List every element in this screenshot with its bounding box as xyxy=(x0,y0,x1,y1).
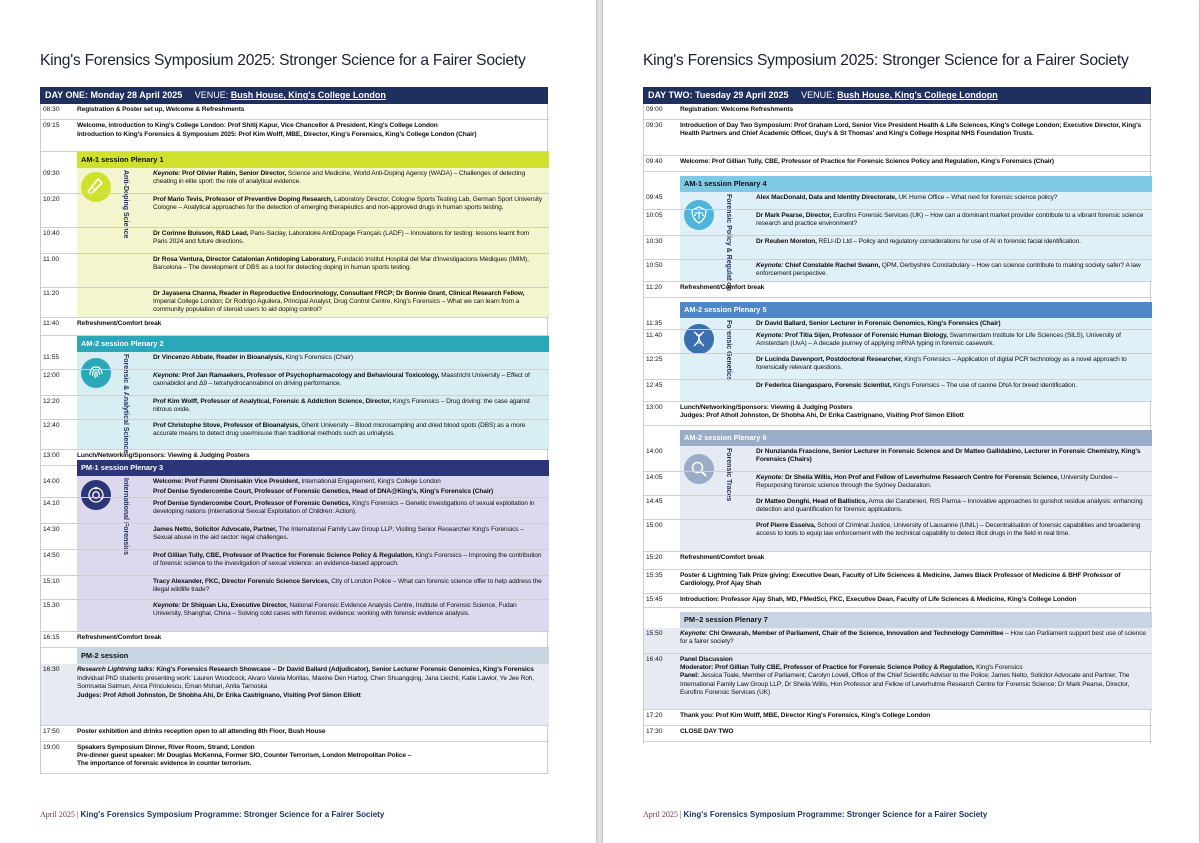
schedule-row xyxy=(41,664,549,726)
row-text xyxy=(77,744,543,769)
talk-text xyxy=(756,522,1146,538)
speaker-name: Dr Reuben Moreton, xyxy=(756,238,817,245)
keynote-label: Keynote: xyxy=(680,630,708,637)
page-footer xyxy=(643,810,987,819)
time-label: 10:50 xyxy=(646,262,663,269)
time-label: 10:20 xyxy=(43,196,60,203)
speaker-name: Chi Onwurah, Member of Parliament, Chair of the Science, Innovation and Technology Committee xyxy=(708,630,1004,637)
talk-row xyxy=(41,370,549,396)
schedule-row xyxy=(644,552,1152,570)
talk-detail: – How can Parliament support best use of science for a fairer society? xyxy=(680,630,1146,646)
talk-text xyxy=(153,578,543,594)
talk-detail: RELI-ID Ltd – Policy and regulatory considerations for use of AI in forensic facial identification. xyxy=(818,238,1081,245)
talk-row xyxy=(644,192,1152,210)
talk-detail: City of London Police – What can forensic science offer to help address the illegal wildlife trade? xyxy=(153,578,542,594)
talk-detail: King's Forensics (Chair) xyxy=(285,354,353,361)
talk-text xyxy=(153,354,543,362)
talk-row xyxy=(644,236,1152,260)
talk-text xyxy=(756,320,1146,328)
time-label: 13:00 xyxy=(646,404,663,411)
time-label: 11.00 xyxy=(43,256,60,263)
row-line: Pre-dinner guest speaker: Mr Douglas McKenna, Former SIO, Counter Terrorism, London Metropolitan Police – xyxy=(77,752,412,760)
talk-row xyxy=(644,520,1152,552)
moderator-name: Prof Gillian Tully CBE, Professor of Practice for Forensic Science Policy & Regulation, xyxy=(714,664,975,672)
schedule-row xyxy=(644,594,1152,608)
time-label: 12:45 xyxy=(646,382,663,389)
speaker-name: Dr Vincenzo Abbate, Reader in Bioanalysis, xyxy=(153,354,284,361)
time-label: 15:10 xyxy=(43,578,60,585)
speaker-name: Dr Lucinda Davenport, Postdoctoral Researcher, xyxy=(756,356,903,363)
row-text: Introduction of Day Two Symposium: Prof Graham Lord, Senior Vice President Health & Life Sciences, King's College London; Executive Director, King's Health Partners and Chief Academic Officer, Guy's & St Thomas' and King's College Hospital NHS Foundation Trusts. xyxy=(680,122,1142,138)
talk-detail: Fundació Institut Hospital del Mar d'Investigacions Mèdiques (IMIM), Barcelona – The development of DBS as a tool for detecting doping in human sports testing. xyxy=(153,256,529,272)
time-label: 10:40 xyxy=(43,230,60,237)
talk-text xyxy=(153,422,543,438)
talk-row xyxy=(41,420,549,450)
talk-text xyxy=(756,448,1146,464)
talk-row xyxy=(644,628,1152,654)
session-header: AM-2 session Plenary 6 xyxy=(680,430,1152,446)
time-label: 14:50 xyxy=(43,552,60,559)
speaker-name: Prof Olivier Rabin, Senior Director, xyxy=(181,170,287,177)
talk-text xyxy=(153,398,543,414)
keynote-label: Keynote: xyxy=(153,170,181,177)
time-label: 17:30 xyxy=(646,728,663,735)
schedule-row xyxy=(644,726,1152,742)
row-text xyxy=(77,122,543,139)
footer-date: April 2025 xyxy=(40,810,75,819)
day-label: DAY TWO: Tuesday 29 April 2025 xyxy=(648,90,789,100)
speaker-name: Dr David Ballard, Senior Lecturer in Forensic Genomics, King's Forensics (Chair) xyxy=(756,320,1001,327)
talk-detail: Imperial College London; Dr Rodrigo Aguilera, Principal Analyst, Drug Control Centre, King's Forensics – What we can learn from a community population of steroid users to aid doping control? xyxy=(153,298,520,314)
talk-detail: King's Forensics (Chair) xyxy=(419,488,494,495)
panel-members: Jessica Toale, Member of Parliament; Carolyn Lovell, Office of the Chief Scientific Advisor to the Police; James Netto, Solicitor Advocate and Partner, The International Family Law Group LLP; Dr Sheila Willis, Hon Professor and Fellow of Leverhulme Research Centre for Forensic Science; Dr Mark Pearse, Director, Eurofins Forensic Services (UK) xyxy=(680,672,1130,696)
time-label: 12:25 xyxy=(646,356,663,363)
time-label: 10:30 xyxy=(646,238,663,245)
talk-row xyxy=(41,396,549,420)
row-text xyxy=(77,666,543,700)
speaker-name: Dr Sheila Willis, Hon Prof and Fellow of Leverhulme Research Centre for Forensic Science, xyxy=(784,474,1059,481)
session-header: AM-2 session Plenary 5 xyxy=(680,302,1152,318)
time-label: 14:00 xyxy=(646,448,663,455)
talk-text xyxy=(153,602,543,618)
row-line: Lunch/Networking/Sponsors: Viewing & Judging Posters xyxy=(680,404,853,411)
time-label: 14.10 xyxy=(43,500,60,507)
speaker-name: Prof Pierre Esseiva, xyxy=(756,522,816,529)
time-label: 09:30 xyxy=(43,170,60,177)
talk-text xyxy=(756,382,1146,390)
talk-text xyxy=(756,212,1146,228)
venue-label: VENUE: xyxy=(801,90,835,100)
day-one-header xyxy=(40,87,548,104)
row-line: Introduction to King's Forensics & Symposium 2025: Prof Kim Wolff, MBE, Director, King's Forensics, King's College London (Chair) xyxy=(77,131,477,139)
page-footer xyxy=(40,810,384,819)
talk-text xyxy=(756,474,1146,490)
panel-text xyxy=(680,656,1146,697)
talk-row xyxy=(41,228,549,254)
talk-row xyxy=(41,524,549,550)
time-label: 15.30 xyxy=(43,602,60,609)
talk-text xyxy=(153,256,543,272)
time-label: 15:45 xyxy=(646,596,663,603)
moderator-label: Moderator: xyxy=(680,664,714,672)
talk-row xyxy=(644,446,1152,472)
row-text: Poster exhibition and drinks reception open to all attending 8th Floor, Bush House xyxy=(77,728,326,735)
time-label: 11:40 xyxy=(43,320,60,327)
talk-row xyxy=(644,354,1152,380)
time-label: 17:50 xyxy=(43,728,60,735)
time-label: 10:05 xyxy=(646,212,663,219)
keynote-label: Keynote: xyxy=(756,332,784,339)
talk-row xyxy=(644,260,1152,282)
row-line: Speakers Symposium Dinner, River Room, Strand, London xyxy=(77,744,255,751)
talk-detail: King's Forensics – The use of canine DNA for breed identification. xyxy=(893,382,1077,389)
day-two-schedule xyxy=(643,104,1151,744)
time-label: 11:20 xyxy=(43,290,60,297)
day-one-schedule xyxy=(40,104,548,774)
row-text: Registration: Welcome Refreshments xyxy=(680,106,794,113)
schedule-row xyxy=(644,282,1152,298)
row-text: Poster & Lightning Talk Prize giving: Executive Dean, Faculty of Life Sciences & Medicine, James Black Professor of Medicine & BHF Professor of Cardiology, Prof Ajay Shah xyxy=(680,572,1121,588)
talk-detail: UK Home Office – What next for forensic science policy? xyxy=(898,194,1058,201)
time-label: 16:30 xyxy=(43,666,60,673)
theme-label: Forensic & Analytical Science xyxy=(122,354,129,454)
speaker-name: Prof Denise Syndercombe Court, Professor of Forensic Genetics, xyxy=(153,500,351,507)
talk-text xyxy=(153,170,543,186)
keynote-label: Keynote: xyxy=(153,372,181,379)
talk-row xyxy=(41,600,549,632)
row-line: Individual PhD students presenting work: Lauren Woodcock, Alvaro Varela Morillas, Maxine Den Hartog, Chen Shuangqing, Jana Liechti, Katie Lawlor, Ye Jee Roh, Somruetai Satmun, Anca Frinculescu, Eman Mshari, Anita Tarnoska xyxy=(77,675,535,691)
schedule-row xyxy=(41,120,549,152)
talk-row xyxy=(41,168,549,194)
speaker-name: Dr Nunzianda Frascione, Senior Lecturer in Forensic Science and Dr Matteo Gallidabino, Lecturer in Forensic Chemistry, King's Forensics (Chairs) xyxy=(756,448,1141,464)
talk-detail: QPM, Derbyshire Constabulary – How can science contribute to making society safer? A law enforcement perspective. xyxy=(756,262,1141,278)
row-line: Judges: Prof Atholl Johnston, Dr Shobha Ahi, Dr Erika Castrignano, Visiting Prof Simon Elliott xyxy=(680,412,964,420)
theme-label: International Forensics xyxy=(122,478,129,556)
talk-row xyxy=(644,496,1152,520)
talk-detail: Ghent University – Blood microsampling and dried blood spots (DBS) as a more accurate means to detect drug use/misuse than traditional methods such as urinalysis. xyxy=(153,422,526,438)
talk-row xyxy=(41,352,549,370)
time-label: 14:00 xyxy=(43,478,60,485)
time-label: 09:00 xyxy=(646,106,663,113)
session-header: PM-2 session xyxy=(77,648,549,664)
schedule-row xyxy=(41,632,549,648)
speaker-name: Dr Mark Pearse, Director, xyxy=(756,212,832,219)
time-label: 16:40 xyxy=(646,656,663,663)
row-text: Thank you: Prof Kim Wolff, MBE, Director King's Forensics, King's College London xyxy=(680,712,931,719)
time-label: 15:00 xyxy=(646,522,663,529)
speaker-name: James Netto, Solicitor Advocate, Partner, xyxy=(153,526,277,533)
speaker-name: Welcome: Prof Funmi Olonisakin Vice President, xyxy=(153,478,300,485)
programme-page-day-one xyxy=(0,0,596,843)
time-label: 11:20 xyxy=(646,284,663,291)
theme-label: Forensic Genetics xyxy=(725,320,732,381)
venue-value: Bush House, King's College Londopn xyxy=(837,90,998,100)
panel-title: Panel Discussion xyxy=(680,656,733,663)
talk-detail: King's Forensics – Genetic investigations of sexual exploitation in developing nations (International Sexual Exploitation of Children: Action). xyxy=(153,500,535,516)
footer-separator: | xyxy=(679,810,682,819)
schedule-row xyxy=(644,104,1152,120)
speaker-name: Prof Kim Wolff, Professor of Analytical, Forensic & Addiction Science, Director, xyxy=(153,398,392,405)
talk-row xyxy=(41,288,549,318)
talk-detail: King's Forensics – Application of digital PCR technology as a novel approach to forensically relevant questions. xyxy=(756,356,1127,372)
talk-row xyxy=(41,254,549,288)
speaker-name: Dr Corinne Buisson, R&D Lead, xyxy=(153,230,249,237)
page-title: King's Forensics Symposium 2025: Stronger Science for a Fairer Society xyxy=(40,52,526,69)
schedule-row xyxy=(644,570,1152,594)
talk-detail: Maastricht University – Effect of cannabidiol and Δ9 – tetrahydrocannabinol on driving performance. xyxy=(153,372,530,388)
talk-text xyxy=(153,488,543,496)
time-label: 15:20 xyxy=(646,554,663,561)
row-line: King's Forensics Research Showcase – Dr David Ballard (Adjudicator), Senior Lecturer Forensic Genomics, King's Forensics xyxy=(156,666,534,673)
panel-row xyxy=(644,654,1152,710)
keynote-label: Keynote: xyxy=(153,602,181,609)
talk-detail: National Forensic Evidence Analysis Centre, Institute of Forensic Science, Fudan University, Shanghai, China – Solving cold cases with forensic evidence: working with forensic evidence analysis. xyxy=(153,602,517,618)
time-label: 14:30 xyxy=(43,526,60,533)
talk-text xyxy=(153,478,543,486)
schedule-row xyxy=(41,104,549,120)
talk-row xyxy=(644,380,1152,402)
row-text: Refreshment/Comfort break xyxy=(680,554,765,561)
row-line: Welcome, introduction to King's College London: Prof Shitij Kapur, Vice Chancellor & President, King's College London xyxy=(77,122,438,129)
talk-text xyxy=(153,290,543,315)
talk-text xyxy=(153,196,543,212)
speaker-name: Prof Gillian Tully, CBE, Professor of Practice for Forensic Science Policy & Regulation, xyxy=(153,552,414,559)
time-label: 11:55 xyxy=(43,354,60,361)
talk-detail: Eurofins Forensic Services (UK) – How can a dominant market provider contribute to a vibrant forensic science research and practice environment? xyxy=(756,212,1144,228)
talk-row xyxy=(644,210,1152,236)
theme-label: Anti-Doping Science xyxy=(122,170,129,239)
time-label: 09:45 xyxy=(646,194,663,201)
time-label: 15:35 xyxy=(646,572,663,579)
row-text: Lunch/Networking/Sponsors: Viewing & Judging Posters xyxy=(77,452,250,459)
session-header: AM-1 session Plenary 4 xyxy=(680,176,1152,192)
session-header: AM-1 session Plenary 1 xyxy=(77,152,549,168)
venue-value: Bush House, King's College London xyxy=(230,90,386,100)
talk-text xyxy=(756,356,1146,372)
time-label: 11:40 xyxy=(646,332,663,339)
talk-text xyxy=(756,498,1146,514)
talk-row xyxy=(644,330,1152,354)
talk-row xyxy=(644,472,1152,496)
speaker-name: Prof Titia Sijen, Professor of Forensic Human Biology, xyxy=(784,332,948,339)
keynote-label: Keynote: xyxy=(756,262,784,269)
speaker-name: Prof Jan Ramaekers, Professor of Psychopharmacology and Behavioural Toxicology, xyxy=(181,372,440,379)
time-label: 08:30 xyxy=(43,106,60,113)
theme-label: Forensic Policy & Regulation xyxy=(725,194,732,291)
talk-detail: Paris-Saclay, Laboratoire AntiDopage Français (LADF) – Innovations for testing: lessons learnt from Paris 2024 and future directions. xyxy=(153,230,530,246)
speaker-name: Dr Jayasena Channa, Reader in Reproductive Endocrinology, Consultant FRCP; Dr Bonnie Grant, Clinical Research Fellow, xyxy=(153,290,525,297)
programme-page-day-two xyxy=(603,0,1199,843)
speaker-name: Prof Christophe Stove, Professor of Bioanalysis, xyxy=(153,422,300,429)
row-text: Refreshment/Comfort break xyxy=(680,284,765,291)
talk-detail: Swammerdam Institute for Life Sciences (SILS), University of Amsterdam (UvA) – A decade journey of applying mRNA typing in forensic casework. xyxy=(756,332,1121,348)
time-label: 17:20 xyxy=(646,712,663,719)
time-label: 19:00 xyxy=(43,744,60,751)
talk-detail: The International Family Law Group LLP; Visiting Senior Researcher King's Forensics – Sexual abuse in the aid sector: legal challenges. xyxy=(153,526,524,542)
time-label: 14:45 xyxy=(646,498,663,505)
speaker-name: Chief Constable Rachel Swann, xyxy=(784,262,881,269)
keynote-label: Research Lightning talks: xyxy=(77,666,155,673)
row-text: Refreshment/Comfort break xyxy=(77,320,162,327)
schedule-row xyxy=(644,120,1152,156)
time-label: 11:35 xyxy=(646,320,663,327)
time-label: 13:00 xyxy=(43,452,60,459)
time-label: 12:00 xyxy=(43,372,60,379)
row-text: Refreshment/Comfort break xyxy=(77,634,162,641)
panel-label: Panel: xyxy=(680,672,700,680)
speaker-name: Dr Federica Giangasparo, Forensic Scientist, xyxy=(756,382,892,389)
talk-row xyxy=(41,194,549,228)
talk-text xyxy=(680,630,1146,646)
talk-detail: University Dundee – Repurposing forensic science through the Sydney Declaration. xyxy=(756,474,1118,490)
footer-text: King's Forensics Symposium Programme: Stronger Science for a Fairer Society xyxy=(683,810,988,819)
session-header: AM-2 session Plenary 2 xyxy=(77,336,549,352)
talk-text xyxy=(153,526,543,542)
venue-label: VENUE: xyxy=(194,90,229,100)
talk-text xyxy=(756,194,1146,202)
schedule-row xyxy=(644,156,1152,172)
talk-text xyxy=(756,238,1146,246)
time-label: 12:20 xyxy=(43,398,60,405)
row-text: Registration & Poster set up, Welcome & Refreshments xyxy=(77,106,245,113)
time-label: 09:15 xyxy=(43,122,60,129)
time-label: 09:40 xyxy=(646,158,663,165)
talk-detail: King's Forensics – Drug driving: the case against nitrous oxide. xyxy=(153,398,530,414)
schedule-row xyxy=(644,402,1152,426)
talk-text xyxy=(756,332,1146,348)
talk-detail: Science and Medicine, World Anti-Doping Agency (WADA) – Challenges of detecting cheating in elite sport: the role of analytical evidence. xyxy=(153,170,526,186)
talk-row xyxy=(644,318,1152,330)
session-header: PM-1 session Plenary 3 xyxy=(77,460,549,476)
row-line: The importance of forensic evidence in counter terrorism. xyxy=(77,760,252,768)
talk-row xyxy=(41,576,549,600)
row-text xyxy=(680,404,1146,420)
row-text: Welcome: Prof Gillian Tully, CBE, Professor of Practice for Forensic Science Policy and Regulation, King's Forensics (Chair) xyxy=(680,158,1054,165)
talk-text xyxy=(153,372,543,388)
footer-text: King's Forensics Symposium Programme: Stronger Science for a Fairer Society xyxy=(80,810,385,819)
day-two-header xyxy=(643,87,1151,104)
page-title: King's Forensics Symposium 2025: Stronger Science for a Fairer Society xyxy=(643,52,1129,69)
talk-text xyxy=(756,262,1146,278)
row-line: Judges: Prof Atholl Johnston, Dr Shobha Ahi, Dr Erika Castrignano, Visiting Prof Simon Elliott xyxy=(77,691,361,699)
talk-text xyxy=(153,500,543,516)
talk-detail: Arma dei Carabinieri, RIS Parma – Innovative approaches to gunshot residue analysis: enhancing detection and quantification for forensic applications. xyxy=(756,498,1143,514)
talk-row xyxy=(41,486,549,498)
talk-detail: School of Criminal Justice, University of Lausanne (UNIL) – Decentralisation of forensic capabilities and broadening access to tools to equip law enforcement with the technical capability to detect illicit drugs in the field in real time. xyxy=(756,522,1141,538)
schedule-row xyxy=(41,742,549,774)
talk-row xyxy=(41,498,549,524)
schedule-row xyxy=(41,726,549,742)
talk-detail: Laboratory Director, Cologne Sports Testing Lab, German Sport University Cologne – Analytical approaches for the detection of emerging therapeutics and non-approved drugs in human sports testing. xyxy=(153,196,542,212)
time-label: 15:50 xyxy=(646,630,663,637)
talk-text xyxy=(153,230,543,246)
talk-detail: International Engagement, King's College London xyxy=(301,478,441,485)
speaker-name: Dr Matteo Donghi, Head of Ballistics, xyxy=(756,498,867,505)
schedule-row xyxy=(644,710,1152,726)
schedule-row xyxy=(41,318,549,336)
speaker-name: Dr Rosa Ventura, Director Catalonian Antidoping Laboratory, xyxy=(153,256,336,263)
row-text: CLOSE DAY TWO xyxy=(680,728,734,735)
speaker-name: Prof Mario Tevis, Professor of Preventive Doping Research, xyxy=(153,196,333,203)
session-header: PM–2 session Plenary 7 xyxy=(680,612,1152,628)
speaker-name: Prof Denise Syndercombe Court, Professor of Forensic Genetics, Head of DNA@King's, xyxy=(153,488,419,495)
talk-row xyxy=(41,476,549,486)
keynote-label: Keynote: xyxy=(756,474,784,481)
speaker-name: Tracy Alexander, FKC, Director Forensic Science Services, xyxy=(153,578,330,585)
speaker-name: Alex MacDonald, Data and Identity Directorate, xyxy=(756,194,897,201)
footer-date: April 2025 xyxy=(643,810,678,819)
time-label: 14:05 xyxy=(646,474,663,481)
talk-row xyxy=(41,550,549,576)
row-text: Introduction: Professor Ajay Shah, MD, FMedSci, FKC, Executive Dean, Faculty of Life Sciences & Medicine, King's College London xyxy=(680,596,1077,603)
time-label: 16:15 xyxy=(43,634,60,641)
speaker-name: Dr Shiquan Liu, Executive Director, xyxy=(181,602,288,609)
talk-text xyxy=(153,552,543,568)
time-label: 12:40 xyxy=(43,422,60,429)
talk-detail: King's Forensics – Improving the contribution of forensic science to the investigation of sexual violence: an evidence-based approach. xyxy=(153,552,542,568)
day-label: DAY ONE: Monday 28 April 2025 xyxy=(45,90,183,100)
moderator-detail: King's Forensics xyxy=(976,664,1023,672)
footer-separator: | xyxy=(76,810,79,819)
theme-label: Forensic Traces xyxy=(725,448,732,502)
time-label: 09:30 xyxy=(646,122,663,129)
